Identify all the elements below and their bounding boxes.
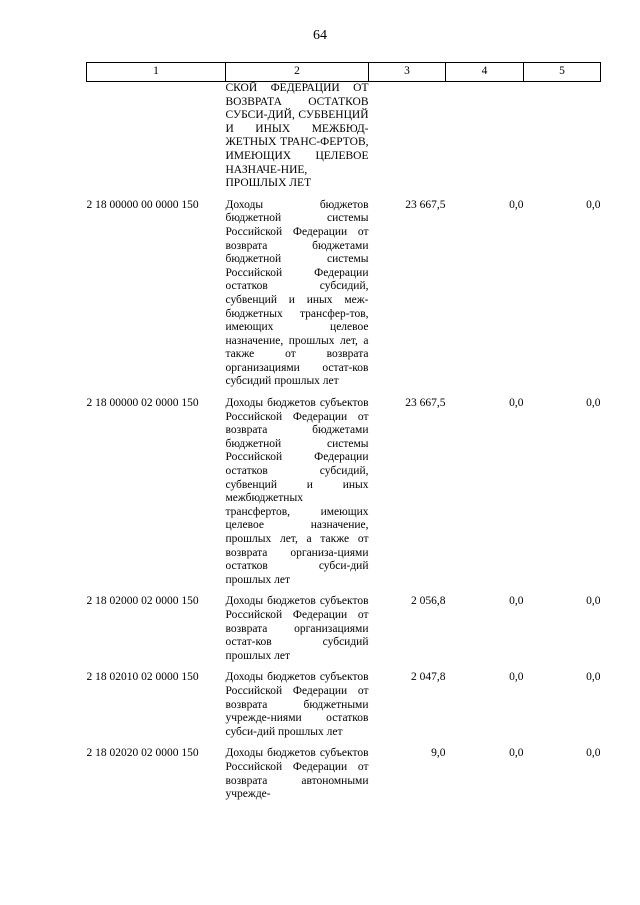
table-row <box>87 747 601 809</box>
name-cell: Доходы бюджетов бюджетной системы Российской Федерации от возврата бюджетами бюджетной системы Российской Федерации остатков субсидий, субвенций и иных меж-бюджетных трансфер-тов, имеющих целевое назначение, прошлых лет, а также от возврата организациями остат-ков субсидий прошлых лет <box>225 198 369 388</box>
name-cell: СКОЙ ФЕДЕРАЦИИ ОТ ВОЗВРАТА ОСТАТКОВ СУБСИ-ДИЙ, СУБВЕНЦИЙ И ИНЫХ МЕЖБЮД-ЖЕТНЫХ ТРАНС-ФЕРТОВ, ИМЕЮЩИХ ЦЕЛЕВОЕ НАЗНАЧЕ-НИЕ, ПРОШЛЫХ ЛЕТ <box>225 82 369 190</box>
code-cell: 2 18 00000 02 0000 150 <box>86 397 199 410</box>
name-cell: Доходы бюджетов субъектов Российской Федерации от возврата автономными учрежде- <box>225 747 369 801</box>
header-col-3: 3 <box>369 63 446 82</box>
value-cell-3: 9,0 <box>431 747 446 760</box>
value-cell-5 <box>524 82 601 199</box>
value-cell-4: 0,0 <box>509 671 524 684</box>
value-cell-3: 2 047,8 <box>411 671 446 684</box>
budget-table <box>86 62 601 810</box>
header-col-5: 5 <box>524 63 601 82</box>
value-cell-5: 0,0 <box>586 747 601 760</box>
value-cell-3 <box>369 82 446 199</box>
table-row-continuation <box>87 82 601 199</box>
value-cell-3: 23 667,5 <box>405 397 446 410</box>
value-cell-4: 0,0 <box>509 397 524 410</box>
name-cell: Доходы бюджетов субъектов Российской Федерации от возврата организациями остат-ков субсидий прошлых лет <box>225 595 369 662</box>
name-cell: Доходы бюджетов субъектов Российской Федерации от возврата бюджетами бюджетной системы Российской Федерации остатков субсидий, субвенций и иных межбюджетных трансфертов, имеющих целевое назначение, прошлых лет, а также от возврата организа-циями остатков субси-дий прошлых лет <box>225 397 369 586</box>
value-cell-4 <box>446 82 524 199</box>
value-cell-3: 23 667,5 <box>405 198 446 211</box>
value-cell-5: 0,0 <box>586 198 601 211</box>
code-cell: 2 18 02020 02 0000 150 <box>86 747 199 760</box>
value-cell-4: 0,0 <box>509 595 524 608</box>
code-cell <box>87 82 226 199</box>
value-cell-5: 0,0 <box>586 595 601 608</box>
header-col-2: 2 <box>226 63 369 82</box>
value-cell-3: 2 056,8 <box>411 595 446 608</box>
table-row <box>87 199 601 397</box>
header-col-4: 4 <box>446 63 524 82</box>
code-cell: 2 18 02000 02 0000 150 <box>86 595 199 608</box>
header-col-1: 1 <box>87 63 226 82</box>
code-cell: 2 18 02010 02 0000 150 <box>86 671 199 684</box>
value-cell-5: 0,0 <box>586 671 601 684</box>
value-cell-4: 0,0 <box>509 198 524 211</box>
table-header <box>87 63 601 82</box>
value-cell-5: 0,0 <box>586 397 601 410</box>
table-row <box>87 671 601 747</box>
table-row <box>87 595 601 671</box>
value-cell-4: 0,0 <box>509 747 524 760</box>
page-number: 64 <box>313 28 327 43</box>
code-cell: 2 18 00000 00 0000 150 <box>86 198 199 211</box>
table-row <box>87 397 601 595</box>
name-cell: Доходы бюджетов субъектов Российской Федерации от возврата бюджетными учрежде-ниями остатков субси-дий прошлых лет <box>225 671 369 738</box>
